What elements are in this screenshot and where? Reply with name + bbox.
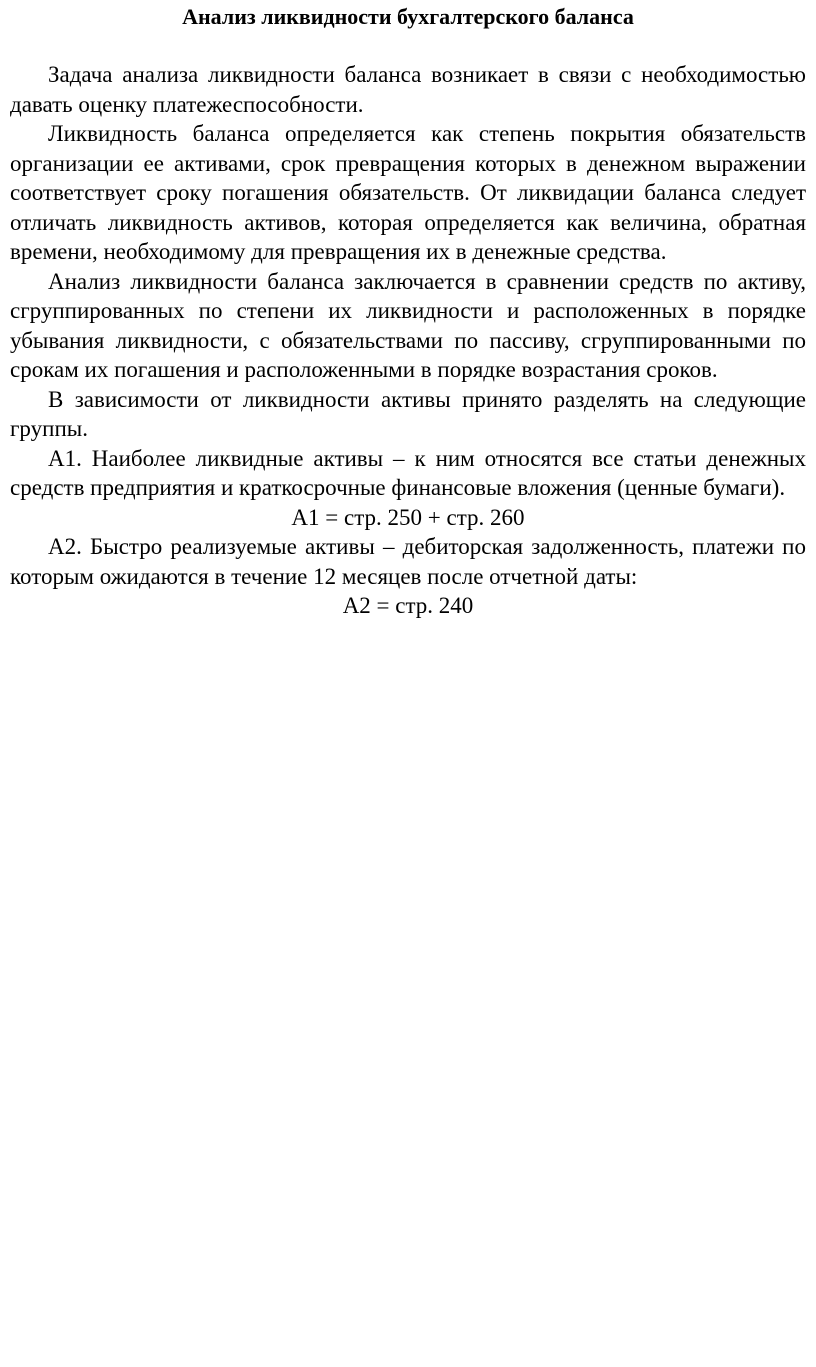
paragraph-a1: А1. Наиболее ликвидные активы – к ним относятся все статьи денежных средств предприятия и краткосрочные финансовые вложения (ценные бумаги). xyxy=(10,445,806,500)
formula-a1: А1 = стр. 250 + стр. 260 xyxy=(291,504,525,530)
formula-a2: А2 = стр. 240 xyxy=(342,593,474,618)
paragraph-task: Задача анализа ликвидности баланса возникает в связи с необходимостью давать оценку платежеспособности. xyxy=(10,62,806,117)
paragraph-a2: А2. Быстро реализуемые активы – дебиторская задолженность, платежи по которым ожидаются в течение 12 месяцев после отчетной даты: xyxy=(10,534,806,589)
document-page xyxy=(10,0,806,621)
paragraph-analysis-method: Анализ ликвидности баланса заключается в сравнении средств по активу, сгруппированных по степени их ликвидности и расположенных в порядке убывания ликвидности, с обязательствами по пассиву, сгруппированными по срокам их погашения и расположенными в порядке возрастания сроков. xyxy=(10,268,806,382)
title-spacer xyxy=(10,29,806,60)
paragraph-groups-intro: В зависимости от ликвидности активы принято разделять на следующие группы. xyxy=(10,386,806,441)
document-title: Анализ ликвидности бухгалтерского баланса xyxy=(182,4,634,29)
paragraph-liquidity-definition: Ликвидность баланса определяется как степень покрытия обязательств организации ее активами, срок превращения которых в денежном выражении соответствует сроку погашения обязательств. От ликвидации баланса следует отличать ликвидность активов, которая определяется как величина, обратная времени, необходимому для превращения их в денежные средства. xyxy=(10,121,806,264)
